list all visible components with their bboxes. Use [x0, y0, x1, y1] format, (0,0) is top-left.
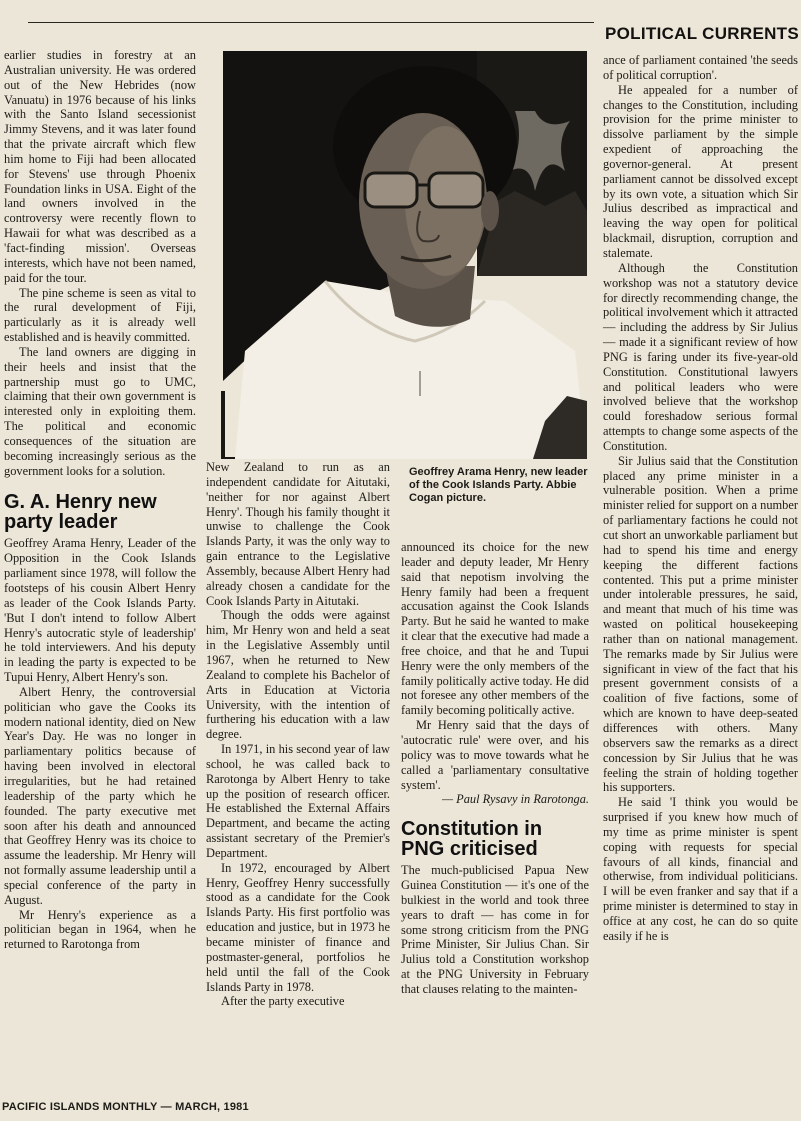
photo-caption: Geoffrey Arama Henry, new leader of the Cook Islands Party. Abbie Cogan picture.: [409, 466, 588, 504]
paragraph: ance of parliament contained 'the seeds of political corruption'.: [603, 53, 798, 82]
paragraph: Geoffrey Arama Henry, Leader of the Opposition in the Cook Islands parliament since 1978, will follow the footsteps of his cousin Albert Henry as leader of the Cook Islands Party. 'But I don't intend to follow Albert Henry's autocratic style of leadership' he told interviewers. And his deputy in leading the party is expected to be Tupui Henry, Albert Henry's son.: [4, 536, 196, 685]
column-2: [206, 460, 390, 1009]
paragraph: He said 'I think you would be surprised if you knew how much of my time as prime minister is spent coping with requests for special favours of all kinds, financial and otherwise, from individual politicians. I will be even franker and say that if a prime minister is determined to stay in office at any cost, he can do so quite easily if he is: [603, 795, 798, 943]
paragraph: Mr Henry said that the days of 'autocratic rule' were over, and his policy was to move towards what he called a 'parliamentary consultative system'.: [401, 718, 589, 792]
section-title: POLITICAL CURRENTS: [605, 24, 799, 43]
paragraph: Mr Henry's experience as a politician began in 1964, when he returned to Rarotonga from: [4, 907, 196, 952]
header-rule: [28, 22, 594, 23]
paragraph: Sir Julius said that the Constitution placed any prime minister in a vulnerable position. When a prime minister relied for support on a number of parliamentary factions he could not cut short an unworkable parliament but had to spend his time and energy keeping the different factions contented. This put a prime minister under intolerable pressures, he said, and meant that much of his time was wasted on political housekeeping rather than on national management. The remarks made by Sir Julius were significant in view of the fact that his present government consists of a coalition of five factions, some of which are known to have deep-seated differences with others. Many observers saw the remarks as a direct concession by Sir Julius that he was feeling the strain of holding together his supporters.: [603, 453, 798, 795]
paragraph: New Zealand to run as an independent candidate for Aitutaki, 'neither for nor against Albert Henry'. Though his family thought it unwise to challenge the Cook Islands Party, it was the only way to gain entrance to the Legislative Assembly, because Albert Henry had already chosen a candidate for the Cook Islands Party in Aitutaki.: [206, 460, 390, 608]
paragraph: In 1972, encouraged by Albert Henry, Geoffrey Henry successfully stood as a candidate for the Cook Islands Party. His first portfolio was education and justice, but in 1973 he became minister of finance and postmaster-general, portfolios he held until the fall of the Cook Islands Party in 1978.: [206, 860, 390, 994]
column-1: [4, 48, 196, 952]
column-4: [603, 53, 798, 944]
column-3: [401, 540, 589, 997]
paragraph: The much-publicised Papua New Guinea Constitution — it's one of the bulkiest in the world and took three years to draft — has come in for some strong criticism from the PNG Prime Minister, Sir Julius Chan. Sir Julius told a Constitution workshop at the PNG University in February that clauses relating to the mainten-: [401, 863, 589, 996]
paragraph: Though the odds were against him, Mr Henry won and held a seat in the Legislative Assembly until 1967, when he returned to New Zealand to complete his Bachelor of Arts in Education at Victoria University, with the intention of furthering his education with a law degree.: [206, 608, 390, 742]
paragraph: earlier studies in forestry at an Australian university. He was ordered out of the New Hebrides (now Vanuatu) in 1976 because of his links with the Santo Island secessionist Jimmy Stevens, and it was later found that the private aircraft which flew him home to Fiji had been allocated for Stevens' use through Phoenix Foundation links in USA. Eight of the land owners involved in the controversy were recently flown to Hawaii for what was described as a 'fact-finding mission'. Overseas interests, which have not been named, paid for the tour.: [4, 48, 196, 285]
paragraph: Although the Constitution workshop was not a statutory device for directly recommending change, the political involvement which it attracted — including the address by Sir Julius — made it a significant review of how PNG is faring under its five-year-old Constitution. Constitutional lawyers and political leaders who were involved believe that the workshop could foreshadow serious formal attempts to change some aspects of the Constitution.: [603, 260, 798, 453]
headline-constitution: Constitution in PNG criticised: [401, 818, 543, 861]
portrait-photo: [215, 51, 595, 459]
paragraph: Albert Henry, the controversial politician who gave the Cooks its modern national identity, died on New Year's Day. He was no longer in parliamentary politics because of having been involved in electoral irregularities, but he had retained leadership of the party which he founded. The party executive met soon after his death and announced that Geoffrey Henry was its choice to assume the leadership. Mr Henry will not formally assume leadership until a special conference of the party in August.: [4, 684, 196, 907]
paragraph: In 1971, in his second year of law school, he was called back to Rarotonga by Albert Henry to take up the position of research officer. He established the External Affairs Department, and became the acting assistant secretary of the Premier's Department.: [206, 742, 390, 860]
page-footer: PACIFIC ISLANDS MONTHLY — MARCH, 1981: [2, 1101, 249, 1113]
byline: — Paul Rysavy in Rarotonga.: [442, 792, 589, 807]
paragraph: announced its choice for the new leader and deputy leader, Mr Henry said that nepotism involving the Henry family had been a frequent accusation against the Cook Islands Party. But he said he wanted to make it clear that the executive had made a free choice, and that he and Tupui Henry were the only members of the family politically active today. He did not foresee any other members of the family becoming politically active.: [401, 540, 589, 718]
paragraph: The pine scheme is seen as vital to the rural development of Fiji, particularly as it is already well established and is heavily committed.: [4, 285, 196, 345]
portrait-image: [215, 51, 595, 459]
paragraph: He appealed for a number of changes to the Constitution, including provision for the prime minister to dissolve parliament by the simple expedient of approaching the governor-general. At present parliament cannot be dissolved except by its own vote, a situation which Sir Julius described as impractical and leaving the way open for political blackmail, disruption, corruption and stalemate.: [603, 82, 798, 260]
paragraph: After the party executive: [221, 994, 345, 1009]
headline-henry: G. A. Henry new party leader: [4, 491, 157, 534]
paragraph: The land owners are digging in their heels and insist that the partnership must go to UMC, claiming that their own government is interested only in exploiting them. The political and economic consequences of the situation are becoming increasingly serious as the government looks for a solution.: [4, 344, 196, 478]
